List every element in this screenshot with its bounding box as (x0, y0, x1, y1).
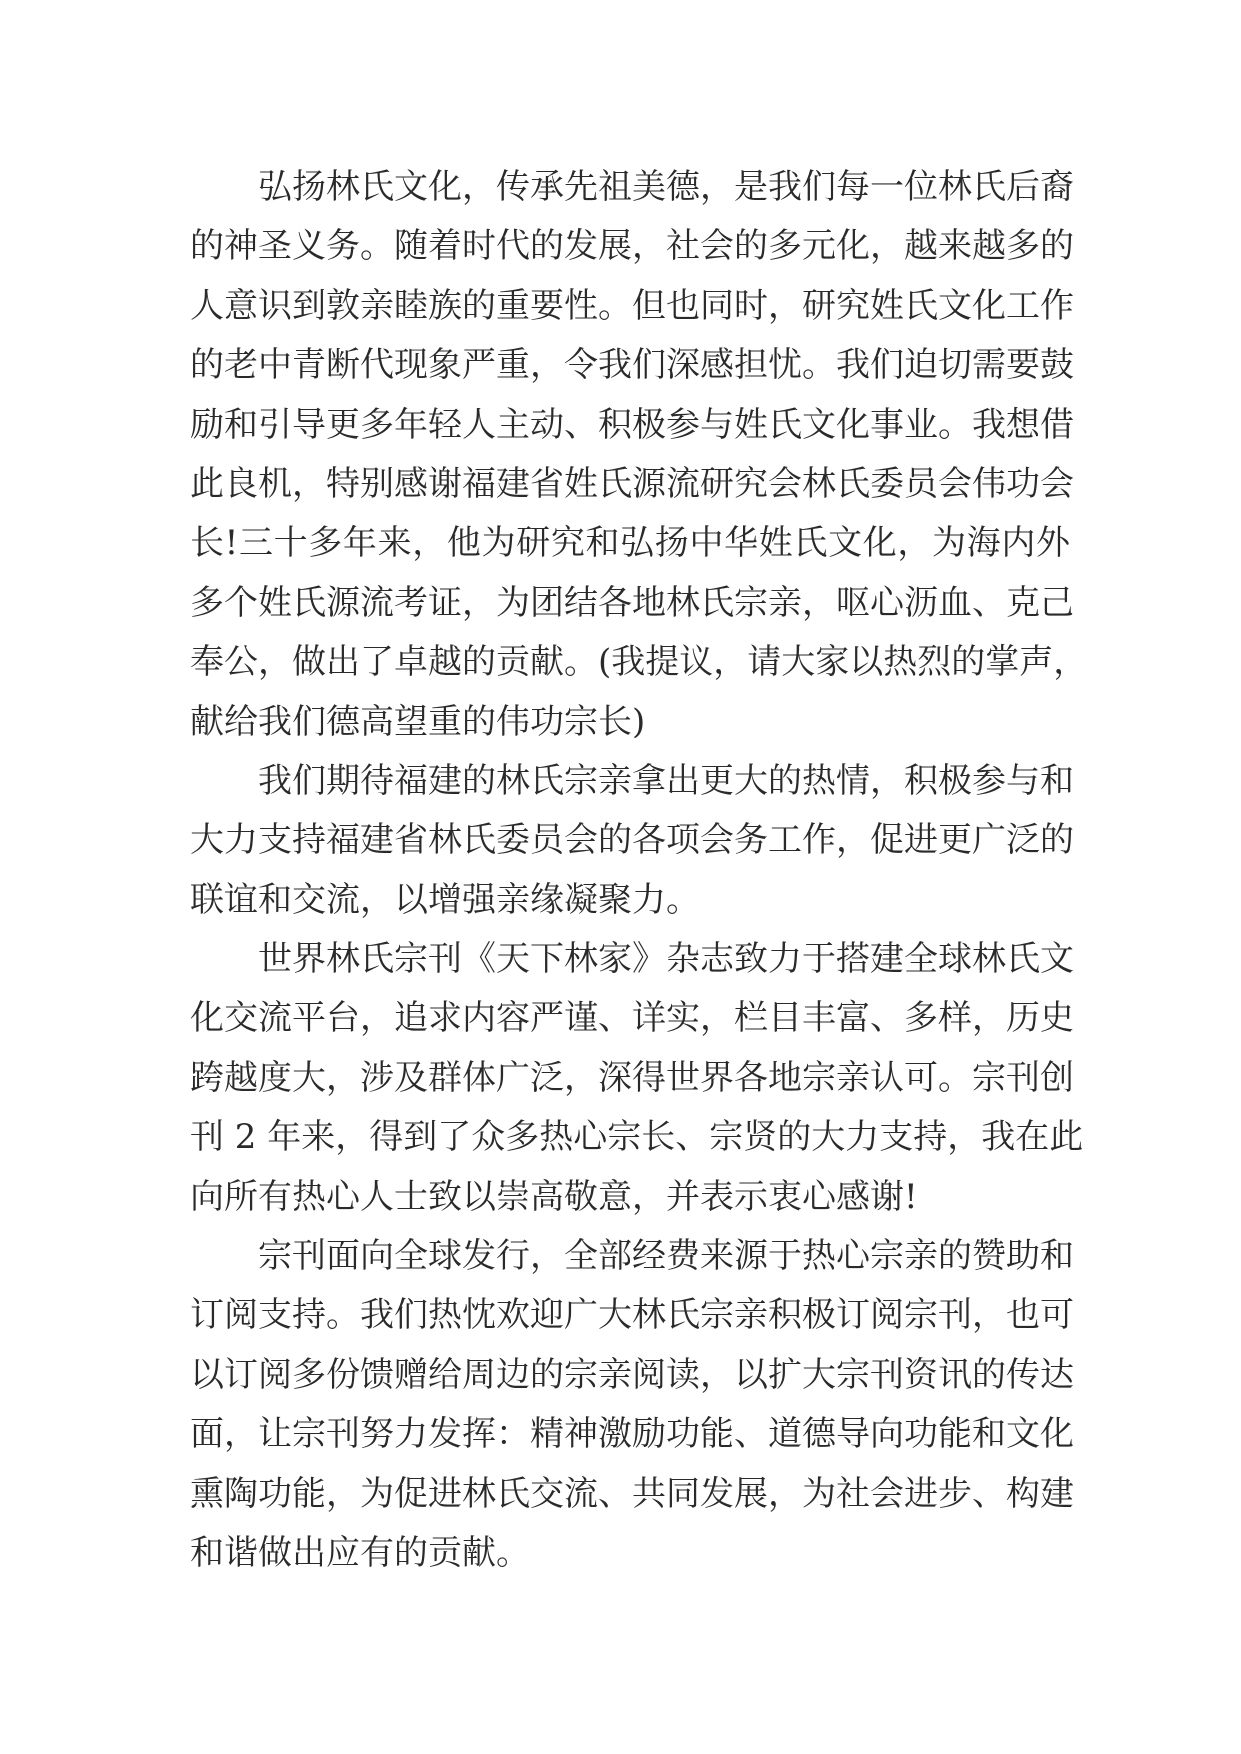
text-line: 熏陶功能，为促进林氏交流、共同发展，为社会进步、构建 (190, 1473, 1074, 1514)
text-line: 奉公，做出了卓越的贡献。(我提议，请大家以热烈的掌声， (190, 642, 1088, 683)
text-line: 化交流平台，追求内容严谨、详实，栏目丰富、多样，历史 (190, 998, 1074, 1039)
text-line: 宗刊面向全球发行，全部经费来源于热心宗亲的赞助和 (258, 1236, 1074, 1277)
text-line: 和谐做出应有的贡献。 (190, 1532, 530, 1573)
text-line: 以订阅多份馈赠给周边的宗亲阅读，以扩大宗刊资讯的传达 (190, 1354, 1074, 1395)
text-line: 的神圣义务。随着时代的发展，社会的多元化，越来越多的 (190, 226, 1074, 267)
text-line: 订阅支持。我们热忱欢迎广大林氏宗亲积极订阅宗刊，也可 (190, 1295, 1074, 1336)
paragraph-3 (190, 930, 1084, 1227)
text-line: 长!三十多年来，他为研究和弘扬中华姓氏文化，为海内外 (190, 523, 1070, 564)
text-line: 弘扬林氏文化，传承先祖美德，是我们每一位林氏后裔 (258, 167, 1074, 207)
paragraph-2 (190, 752, 1074, 930)
text-line: 多个姓氏源流考证，为团结各地林氏宗亲，呕心沥血、克己 (190, 582, 1074, 623)
document-body (190, 158, 1088, 1583)
text-line: 大力支持福建省林氏委员会的各项会务工作，促进更广泛的 (190, 820, 1074, 861)
text-line: 我们期待福建的林氏宗亲拿出更大的热情，积极参与和 (258, 760, 1074, 801)
text-line: 联谊和交流，以增强亲缘凝聚力。 (190, 879, 700, 920)
text-line: 的老中青断代现象严重，令我们深感担忧。我们迫切需要鼓 (190, 345, 1074, 386)
text-line: 刊 2 年来，得到了众多热心宗长、宗贤的大力支持，我在此 (190, 1117, 1084, 1158)
text-line: 跨越度大，涉及群体广泛，深得世界各地宗亲认可。宗刊创 (190, 1057, 1074, 1098)
text-line: 此良机，特别感谢福建省姓氏源流研究会林氏委员会伟功会 (190, 463, 1074, 504)
text-line: 面，让宗刊努力发挥：精神激励功能、道德导向功能和文化 (190, 1414, 1074, 1455)
paragraph-1 (190, 158, 1088, 752)
text-line: 世界林氏宗刊《天下林家》杂志致力于搭建全球林氏文 (258, 939, 1074, 980)
paragraph-4 (190, 1227, 1074, 1583)
text-line: 人意识到敦亲睦族的重要性。但也同时，研究姓氏文化工作 (190, 285, 1074, 326)
text-line: 向所有热心人士致以崇高敬意，并表示衷心感谢! (190, 1176, 918, 1217)
text-line: 励和引导更多年轻人主动、积极参与姓氏文化事业。我想借 (190, 404, 1074, 445)
text-line: 献给我们德高望重的伟功宗长) (190, 701, 646, 742)
